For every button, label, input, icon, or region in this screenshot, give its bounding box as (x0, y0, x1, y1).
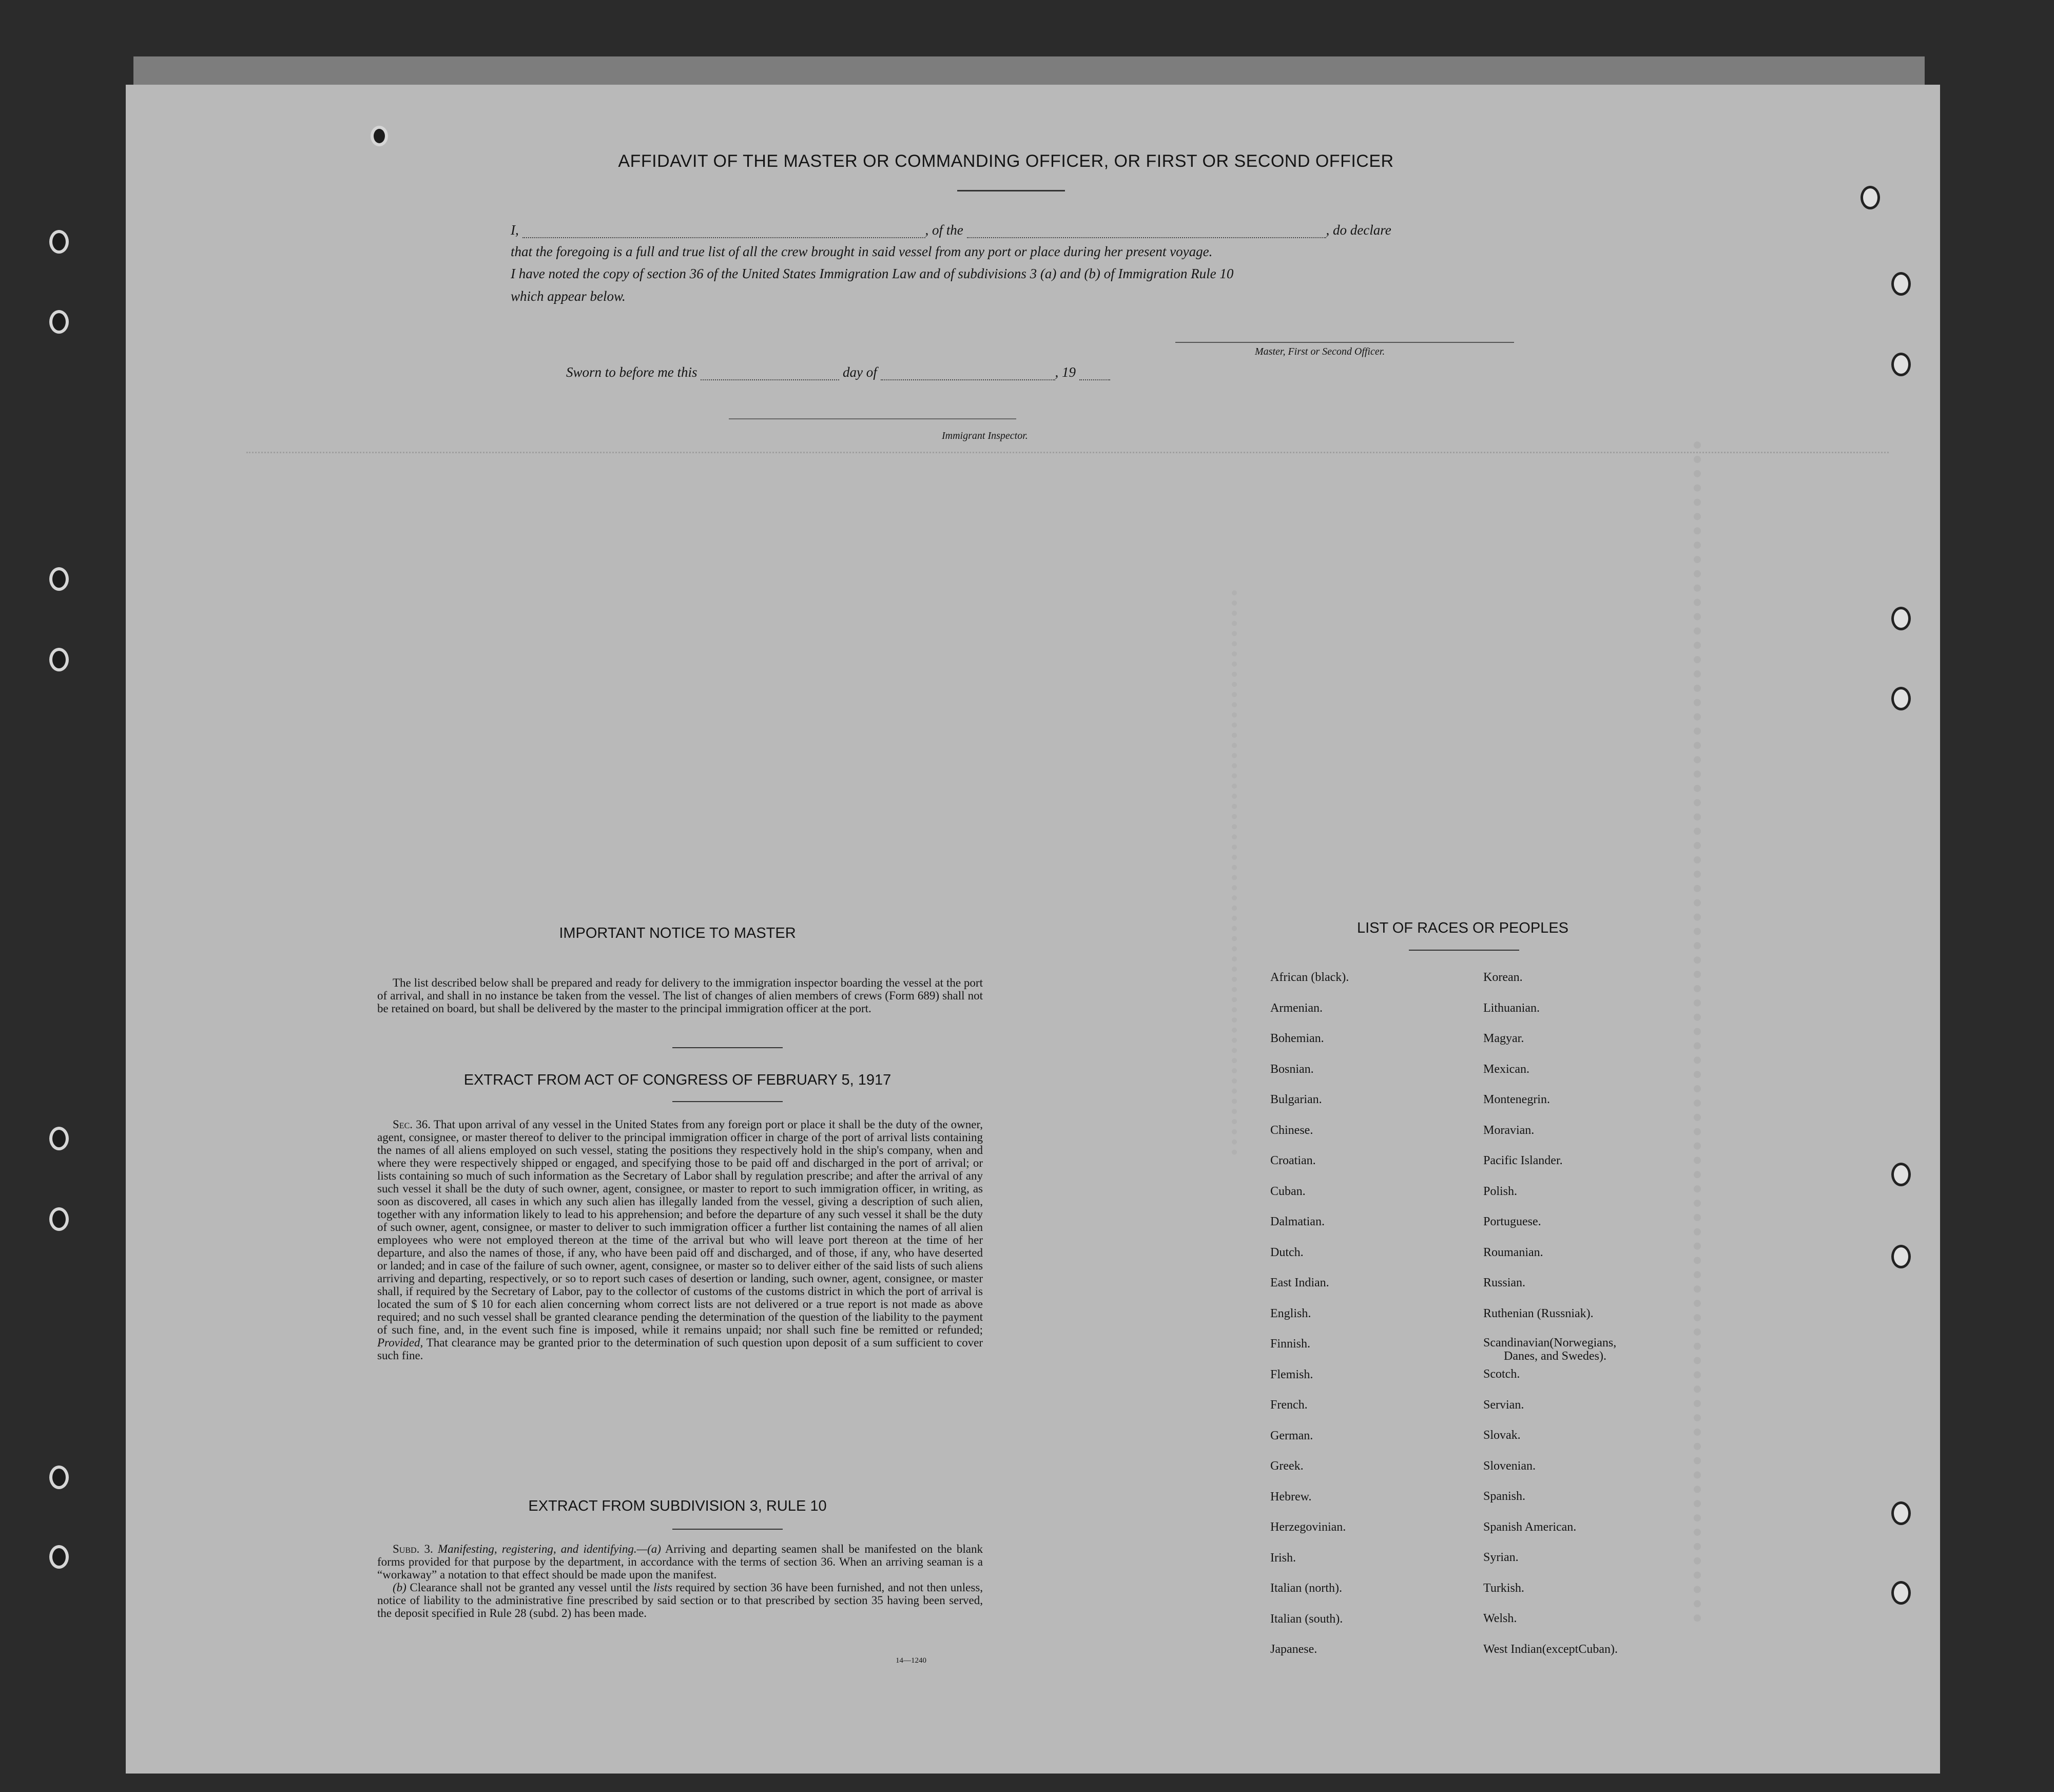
bleed-through-marks (246, 452, 1889, 464)
binder-hole (49, 1127, 69, 1150)
sworn-day-field[interactable] (701, 368, 839, 380)
act-rule (672, 1101, 783, 1102)
binder-hole (49, 567, 69, 591)
race-item: Roumanian. (1483, 1245, 1543, 1259)
binder-hole (1891, 353, 1911, 376)
affidavit-line-3: I have noted the copy of section 36 of the United States Immigration Law and of subdivisions 3 (a) and (b) of Immigration Rule 10 (511, 266, 1234, 281)
binder-hole (49, 1466, 69, 1489)
binder-hole (1891, 1501, 1911, 1525)
race-item: Dalmatian. (1270, 1215, 1325, 1228)
race-item: Montenegrin. (1483, 1093, 1550, 1106)
name-field[interactable] (522, 226, 925, 238)
race-item: Servian. (1483, 1398, 1524, 1412)
affidavit-line-2: that the foregoing is a full and true list of all the crew brought in said vessel from any port or place during her present voyage. (511, 244, 1213, 259)
binder-hole (1891, 1163, 1911, 1186)
race-item: Irish. (1270, 1551, 1296, 1565)
race-item: Moravian. (1483, 1123, 1535, 1137)
race-item: Hebrew. (1270, 1490, 1312, 1504)
form-number: 14—1240 (896, 1656, 926, 1665)
race-item: Lithuanian. (1483, 1001, 1540, 1015)
sworn-year: , 19 (1055, 364, 1076, 380)
race-item: Korean. (1483, 971, 1523, 984)
race-item: Scotch. (1483, 1367, 1520, 1381)
notice-text: The list described below shall be prepared and ready for delivery to the immigration inspector boarding the vessel at the port of arrival, and shall in no instance be taken from the vessel. The list of changes of alien members of crews (Form 689) shall not be retained on board, but shall be delivered by the master to the principal immigration officer at the port. (377, 976, 983, 1015)
rule-heading: EXTRACT FROM SUBDIVISION 3, RULE 10 (528, 1498, 827, 1514)
binder-hole (49, 648, 69, 671)
race-item: Ruthenian (Russniak). (1483, 1306, 1594, 1320)
race-item: Spanish American. (1483, 1520, 1577, 1534)
race-item: Scandinavian(Norwegians, (1483, 1336, 1617, 1350)
race-item: French. (1270, 1398, 1308, 1412)
races-heading: LIST OF RACES OR PEOPLES (1357, 920, 1569, 936)
affidavit-line-1 (511, 222, 1514, 238)
sworn-day-of: day of (843, 364, 877, 380)
affidavit-i: I, (511, 222, 519, 238)
rule-rule (672, 1529, 783, 1530)
binder-hole (1861, 186, 1880, 209)
race-item: German. (1270, 1429, 1313, 1442)
sworn-year-field[interactable] (1079, 368, 1110, 380)
affidavit-line-4: which appear below. (511, 288, 626, 304)
race-item: Bulgarian. (1270, 1093, 1322, 1106)
race-item: Slovenian. (1483, 1459, 1536, 1473)
race-item: English. (1270, 1306, 1311, 1320)
binder-hole (1891, 607, 1911, 630)
rule-text: Subd. 3. Manifesting, registering, and identifying.—(a) Arriving and departing seamen shall be manifested on the blank forms provided for that purpose by the department, in accordance with the terms of section 36. When an arriving seaman is a “workaway” a notation to that effect should be made upon the manifest. (b) Clearance shall not be granted any vessel until the lists required by section 36 have been furnished, and not then unless, notice of liability to the administrative fine prescribed by said section or to that prescribed by section 35 having been served, the deposit specified in Rule 28 (subd. 2) has been made. (377, 1543, 983, 1620)
master-caption: Master, First or Second Officer. (1255, 346, 1385, 357)
race-item: Cuban. (1270, 1184, 1306, 1198)
sworn-line (566, 364, 1203, 380)
race-item: Mexican. (1483, 1062, 1529, 1076)
race-item: Italian (north). (1270, 1582, 1342, 1595)
races-column-2 (1483, 962, 1618, 1665)
binder-hole (49, 1545, 69, 1569)
race-item: Pacific Islander. (1483, 1154, 1563, 1167)
race-item: Slovak. (1483, 1429, 1521, 1442)
vessel-field[interactable] (967, 226, 1326, 238)
sworn-month-field[interactable] (881, 368, 1055, 380)
race-item: Chinese. (1270, 1123, 1313, 1137)
title-rule (957, 190, 1065, 191)
binder-hole (371, 126, 388, 146)
binder-hole (1891, 1581, 1911, 1605)
form-page (126, 85, 1940, 1774)
races-column-1 (1270, 962, 1349, 1665)
race-item: Armenian. (1270, 1001, 1323, 1015)
inspector-signature-line[interactable] (729, 418, 1016, 419)
race-item: Flemish. (1270, 1367, 1313, 1381)
race-item: Herzegovinian. (1270, 1520, 1346, 1534)
bleed-through-marks (1694, 441, 1881, 1622)
act-heading: EXTRACT FROM ACT OF CONGRESS OF FEBRUARY 5, 1917 (463, 1072, 892, 1088)
binder-hole (1891, 687, 1911, 710)
race-item: Polish. (1483, 1184, 1518, 1198)
race-item: Croatian. (1270, 1154, 1316, 1167)
binder-hole (49, 1207, 69, 1231)
binder-hole (49, 310, 69, 334)
race-item: Finnish. (1270, 1337, 1311, 1351)
race-item-continuation: Danes, and Swedes). (1504, 1350, 1606, 1363)
affidavit-of: , of the (925, 222, 963, 238)
race-item: Greek. (1270, 1459, 1304, 1473)
master-signature-line[interactable] (1175, 342, 1514, 343)
race-item: African (black). (1270, 971, 1349, 984)
races-rule (1409, 950, 1519, 951)
affidavit-declare: , do declare (1326, 222, 1391, 238)
race-item: Italian (south). (1270, 1612, 1343, 1626)
race-item: Bohemian. (1270, 1032, 1324, 1045)
race-item: Syrian. (1483, 1551, 1519, 1564)
race-item: Spanish. (1483, 1490, 1526, 1503)
sworn-prefix: Sworn to before me this (566, 364, 697, 380)
race-item: Portuguese. (1483, 1215, 1541, 1228)
notice-rule (672, 1047, 783, 1048)
race-item: Turkish. (1483, 1581, 1524, 1595)
binder-hole (1891, 1245, 1911, 1268)
affidavit-title: AFFIDAVIT OF THE MASTER OR COMMANDING OFFICER, OR FIRST OR SECOND OFFICER (618, 151, 1394, 171)
act-text: Sec. 36. That upon arrival of any vessel in the United States from any foreign port or place it shall be the duty of the owner, agent, consignee, or master thereof to deliver to the principal immigration officer in charge of the port of arrival lists containing the names of all aliens employed on such vessel, stating the positions they respectively hold in the ship's company, when and where they were respectively shipped or engaged, and specifying those to be paid off and discharged in the port of arrival; or lists containing so much of such information as the Secretary of Labor shall by regulation prescribe; and after the arrival of any such vessel it shall be the duty of such owner, agent, consignee, or master to report to such immigration officer, in writing, as soon as discovered, all cases in which any such alien has illegally landed from the vessel, giving a description of such alien, together with any information likely to lead to his apprehension; and before the departure of any such vessel it shall be the duty of such owner, agent, consignee, or master to deliver to such immigration officer a further list containing the names of all alien employees who were not employed thereon at the time of the arrival but who will leave port thereon at the time of her departure, and also the names of those, if any, who have been paid off and discharged, and of those, if any, who have deserted or landed; and in case of the failure of such owner, agent, consignee, or master so to deliver either of the said lists of such aliens arriving and departing, respectively, or so to report such cases of desertion or landing, such owner, agent, consignee, or master shall, if required by the Secretary of Labor, pay to the collector of customs of the customs district in which the port of arrival is located the sum of $ 10 for each alien concerning whom correct lists are not delivered or a true report is not made as above required; and no such vessel shall be granted clearance pending the determination of the question of the liability to the payment of such fine, and, in the event such fine is imposed, while it remains unpaid; nor shall such fine be remitted or refunded; Provided, That clearance may be granted prior to the determination of such question upon deposit of a sum sufficient to cover such fine. (377, 1118, 983, 1362)
race-item: Russian. (1483, 1276, 1526, 1289)
inspector-caption: Immigrant Inspector. (942, 430, 1028, 441)
binder-hole (49, 230, 69, 254)
binder-hole (1891, 272, 1911, 296)
race-item: Welsh. (1483, 1612, 1517, 1625)
race-item: East Indian. (1270, 1276, 1329, 1289)
race-item: Japanese. (1270, 1643, 1317, 1656)
race-item: Magyar. (1483, 1032, 1524, 1045)
race-item: West Indian(exceptCuban). (1483, 1642, 1618, 1656)
race-item: Dutch. (1270, 1245, 1304, 1259)
race-item: Bosnian. (1270, 1062, 1314, 1076)
notice-heading: IMPORTANT NOTICE TO MASTER (559, 925, 796, 941)
